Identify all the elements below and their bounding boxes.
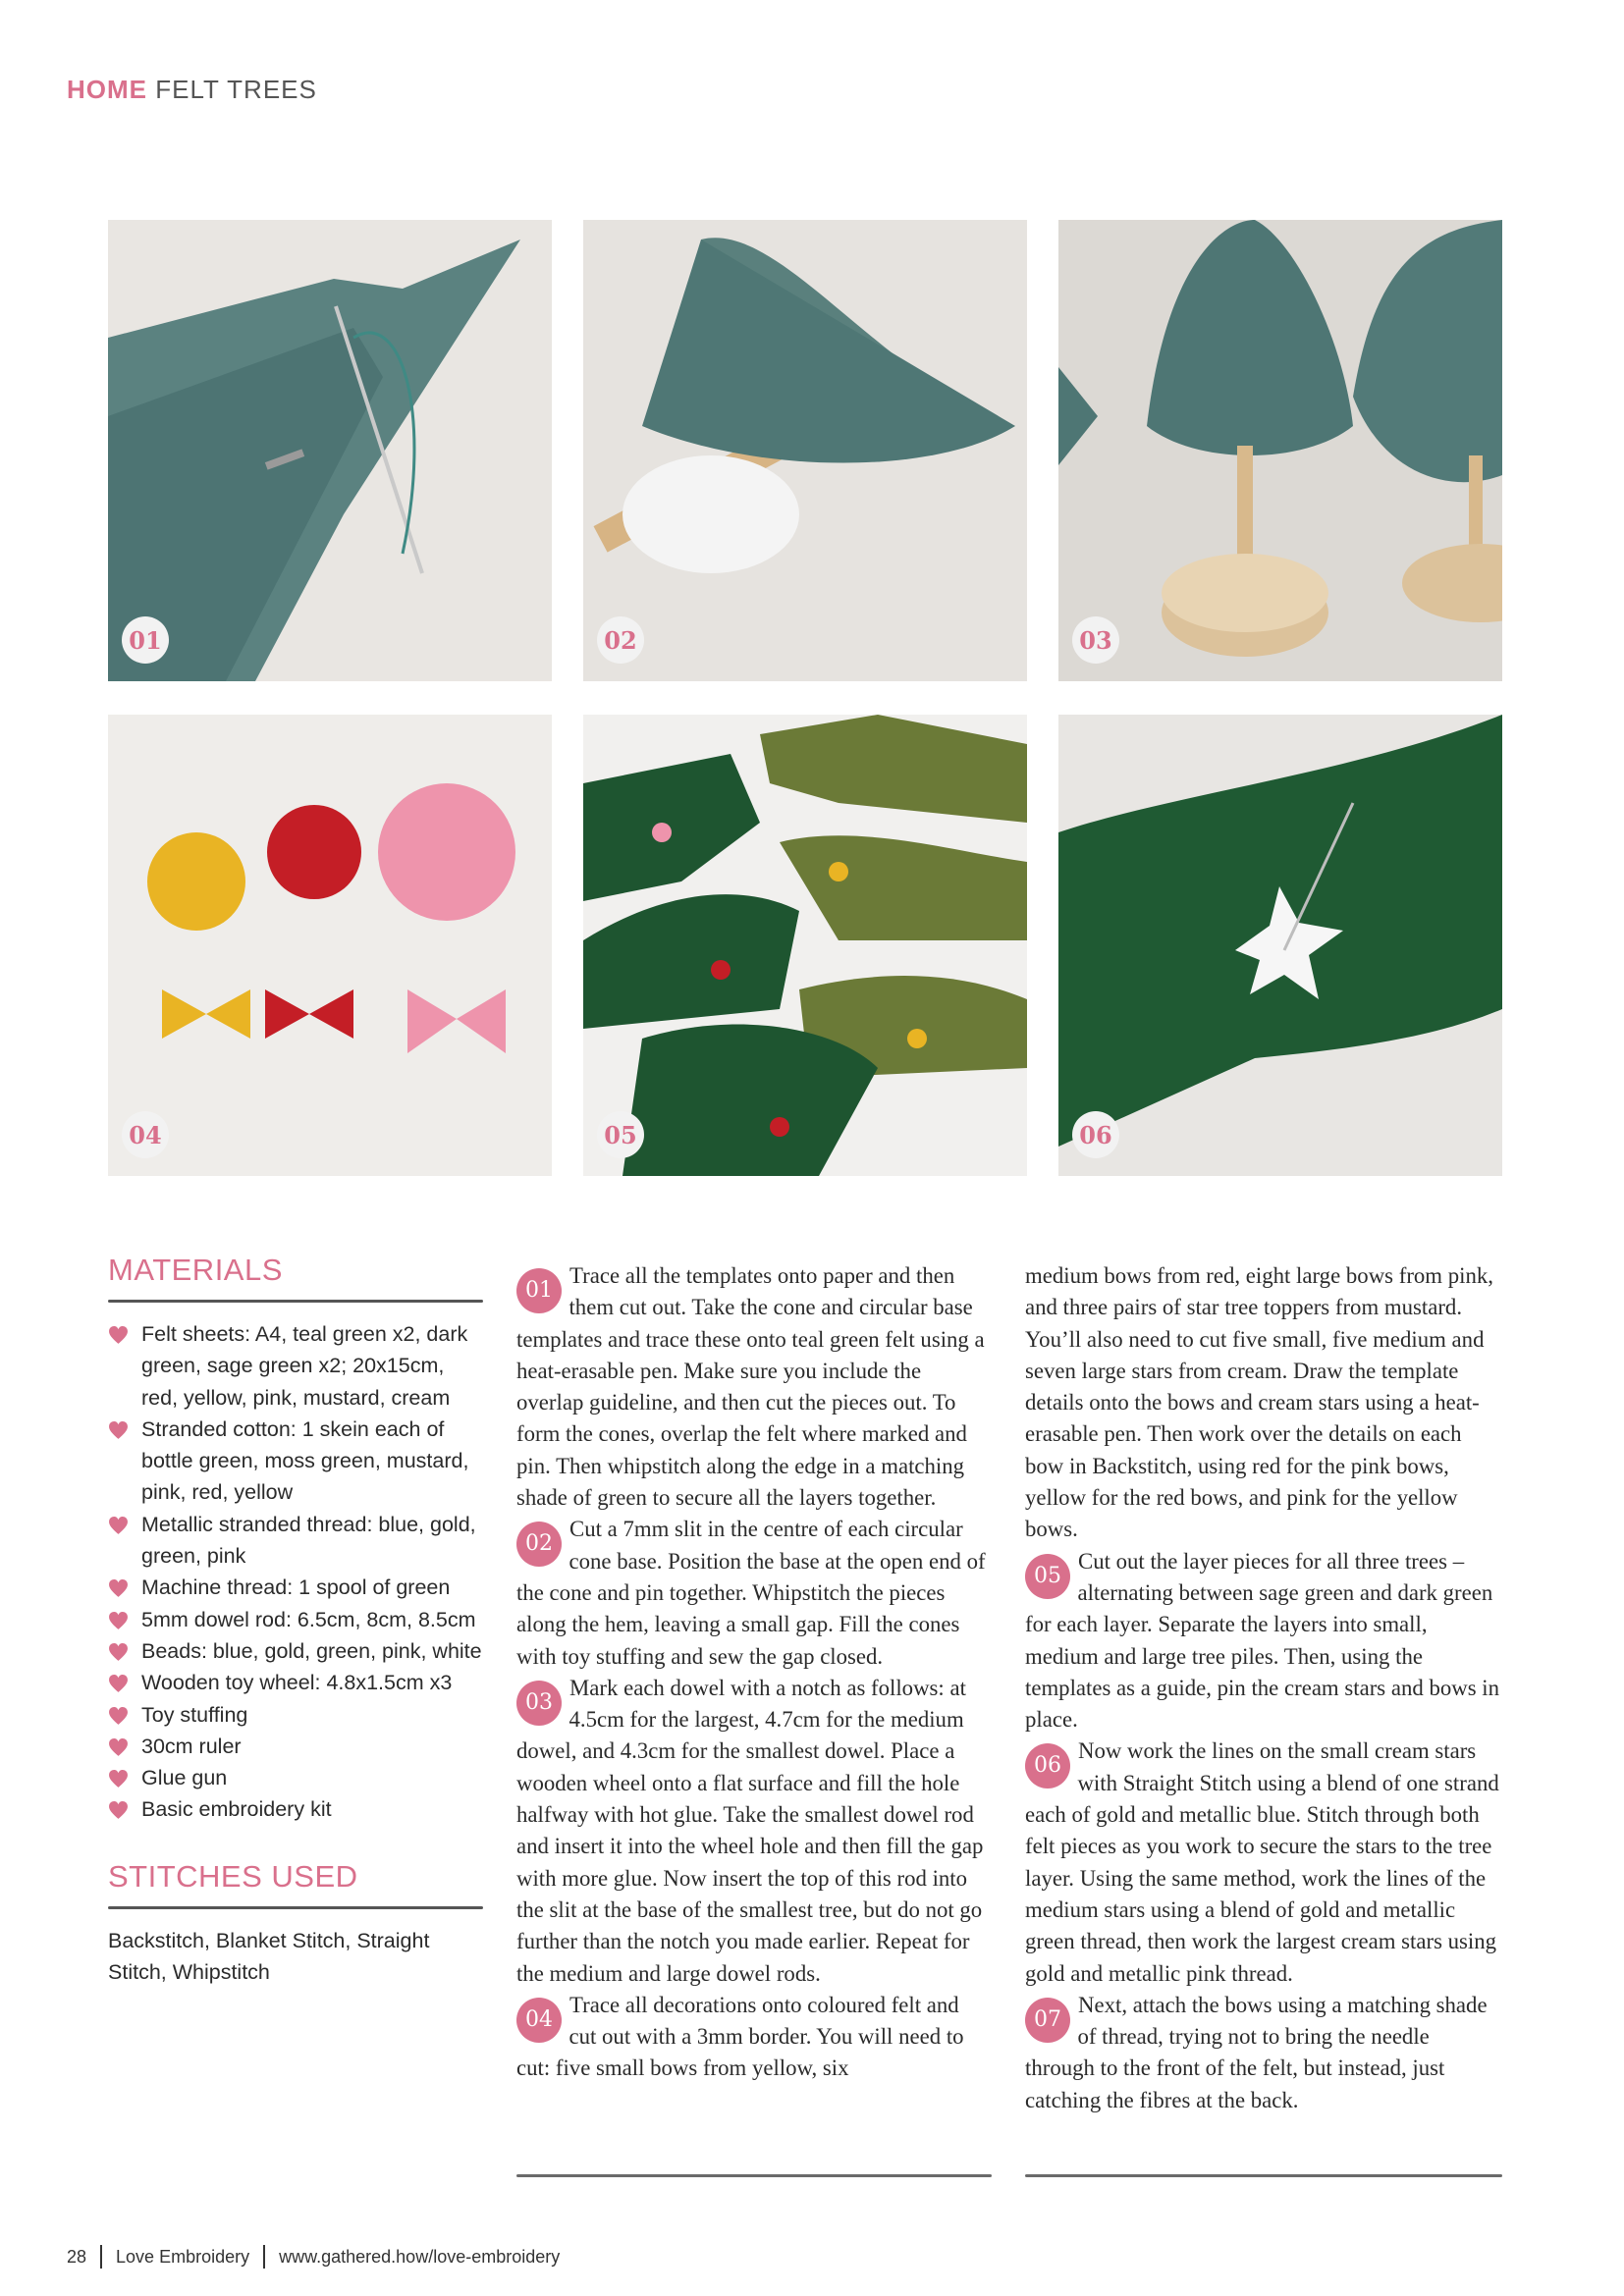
felt-cone-sewing-image xyxy=(108,220,552,681)
heart-bullet-icon xyxy=(108,1611,129,1631)
step-number-badge: 02 xyxy=(516,1522,562,1567)
stitches-text: Backstitch, Blanket Stitch, Straight Stitch, Whipstitch xyxy=(108,1928,430,1985)
step-paragraph xyxy=(516,1260,992,1514)
heart-bullet-icon xyxy=(108,1325,129,1346)
step-photo-04 xyxy=(108,715,552,1176)
instructions-column-2 xyxy=(1025,1260,1500,2116)
step-photo-05 xyxy=(583,715,1027,1176)
material-text: Felt sheets: A4, teal green x2, dark green, sage green x2; 20x15cm, red, yellow, pink, mustard, cream xyxy=(141,1322,468,1410)
step-text: Trace all decorations onto coloured felt and cut out with a 3mm border. You will need to cut: five small bows from yellow, six xyxy=(516,1992,964,2081)
star-stitching-image xyxy=(1058,715,1502,1176)
photo-step-number: 06 xyxy=(1072,1111,1119,1158)
photo-step-number: 05 xyxy=(597,1111,644,1158)
material-text: Glue gun xyxy=(141,1766,228,1790)
section-label: HOME xyxy=(67,75,147,104)
step-paragraph xyxy=(516,1990,992,2085)
heart-bullet-icon xyxy=(108,1642,129,1663)
step-photo-03 xyxy=(1058,220,1502,681)
photo-step-number: 04 xyxy=(122,1111,169,1158)
material-text: Toy stuffing xyxy=(141,1702,248,1727)
heart-bullet-icon xyxy=(108,1578,129,1599)
step-paragraph xyxy=(1025,1735,1500,1989)
page-number: 28 xyxy=(67,2246,87,2267)
heart-bullet-icon xyxy=(108,1420,129,1441)
step-text: Now work the lines on the small cream stars with Straight Stitch using a blend of one strand each of gold and metallic blue. Stitch through both felt pieces as you work to secure the stars to the tree layer. Using the same method, work the lines of the medium stars using a blend of gold and metallic green thread, then work the largest cream stars using gold and metallic pink thread. xyxy=(1025,1738,1499,1986)
materials-panel xyxy=(108,1253,483,1988)
material-item xyxy=(108,1731,483,1762)
step-number-badge: 05 xyxy=(1025,1554,1070,1599)
material-item xyxy=(108,1667,483,1698)
material-text: 30cm ruler xyxy=(141,1734,242,1758)
material-item xyxy=(108,1509,483,1573)
heart-bullet-icon xyxy=(108,1706,129,1727)
step-text: Cut out the layer pieces for all three trees – alternating between sage green and dark green for each layer. Separate the layers into small, medium and large tree piles. Then, using the templates as a guide, pin the cream stars and bows in place. xyxy=(1025,1548,1500,1733)
material-text: 5mm dowel rod: 6.5cm, 8cm, 8.5cm xyxy=(141,1607,476,1631)
material-text: Basic embroidery kit xyxy=(141,1797,332,1822)
heart-bullet-icon xyxy=(108,1769,129,1789)
material-item xyxy=(108,1572,483,1603)
step-paragraph xyxy=(1025,1990,1500,2116)
material-item xyxy=(108,1604,483,1635)
step-text: Cut a 7mm slit in the centre of each circular cone base. Position the base at the open end of the cone and pin together. Whipstitch the pieces along the hem, leaving a small gap. Fill the cones with toy stuffing and sew the gap closed. xyxy=(516,1517,986,1669)
step-photo-01 xyxy=(108,220,552,681)
material-item xyxy=(108,1762,483,1793)
step-paragraph xyxy=(516,1514,992,1672)
page-footer xyxy=(67,2245,560,2269)
step-number-badge: 06 xyxy=(1025,1743,1070,1789)
step-text: Trace all the templates onto paper and then them cut out. Take the cone and circular base templates and trace these onto teal green felt using a heat-erasable pen. Make sure you include the overlap guideline, and then cut the pieces out. To form the cones, overlap the felt where marked and pin. Then whipstitch along the edge in a matching shade of green to secure all the layers together. xyxy=(516,1263,985,1511)
heart-bullet-icon xyxy=(108,1737,129,1758)
magazine-name: Love Embroidery xyxy=(116,2246,250,2267)
divider xyxy=(100,2245,102,2269)
divider xyxy=(108,1300,483,1303)
step-paragraph xyxy=(1025,1546,1500,1736)
tree-layers-image xyxy=(583,715,1027,1176)
heart-bullet-icon xyxy=(108,1800,129,1821)
step-number-badge: 01 xyxy=(516,1268,562,1313)
material-item xyxy=(108,1318,483,1414)
step-text: Next, attach the bows using a matching shade of thread, trying not to bring the needle through to the front of the felt, but instead, just catching the fibres at the back. xyxy=(1025,1992,1488,2112)
step-continuation: medium bows from red, eight large bows from pink, and three pairs of star tree toppers from mustard. You’ll also need to cut five small, five medium and seven large stars from cream. Draw the template details onto the bows and cream stars using a heat-erasable pen. Then work over the details on each bow in Backstitch, using red for the pink bows, yellow for the red bows, and pink for the yellow bows. xyxy=(1025,1263,1493,1542)
step-photo-06 xyxy=(1058,715,1502,1176)
material-text: Wooden toy wheel: 4.8x1.5cm x3 xyxy=(141,1671,453,1695)
stitches-heading: STITCHES USED xyxy=(108,1858,358,1894)
step-number-badge: 07 xyxy=(1025,1998,1070,2043)
material-item xyxy=(108,1414,483,1509)
running-header xyxy=(67,75,317,105)
step-number-badge: 04 xyxy=(516,1998,562,2043)
material-text: Beads: blue, gold, green, pink, white xyxy=(141,1638,482,1663)
topic-label: FELT TREES xyxy=(155,75,317,104)
felt-bows-image xyxy=(108,715,552,1176)
heart-bullet-icon xyxy=(108,1674,129,1694)
column-end-rule xyxy=(516,2174,992,2177)
material-item xyxy=(108,1699,483,1731)
step-text: Mark each dowel with a notch as follows: at 4.5cm for the largest, 4.7cm for the medium dowel, and 4.3cm for the smallest dowel. Place a wooden wheel onto a flat surface and fill the hole halfway with hot glue. Take the smallest dowel rod and insert it into the wheel hole and then fill the gap with more glue. Now insert the top of this rod into the slit at the base of the smallest tree, but do not go further than the notch you made earlier. Repeat for the medium and large dowel rods. xyxy=(516,1675,984,1986)
materials-list xyxy=(108,1318,483,1826)
photo-step-number: 01 xyxy=(122,616,169,664)
trees-on-wheels-image xyxy=(1058,220,1502,681)
material-item xyxy=(108,1635,483,1667)
column-end-rule xyxy=(1025,2174,1502,2177)
material-text: Metallic stranded thread: blue, gold, green, pink xyxy=(141,1512,476,1569)
photo-step-number: 03 xyxy=(1072,616,1119,664)
website-link[interactable]: www.gathered.how/love-embroidery xyxy=(279,2246,561,2267)
materials-heading: MATERIALS xyxy=(108,1253,283,1287)
step-photo-02 xyxy=(583,220,1027,681)
divider xyxy=(108,1906,483,1909)
material-item xyxy=(108,1793,483,1825)
divider xyxy=(263,2245,265,2269)
cone-on-dowel-image xyxy=(583,220,1027,681)
heart-bullet-icon xyxy=(108,1516,129,1536)
material-text: Stranded cotton: 1 skein each of bottle green, moss green, mustard, pink, red, yellow xyxy=(141,1416,469,1505)
step-paragraph xyxy=(516,1673,992,1990)
instructions-column-1 xyxy=(516,1260,992,2085)
material-text: Machine thread: 1 spool of green xyxy=(141,1575,451,1600)
step-number-badge: 03 xyxy=(516,1681,562,1726)
photo-step-number: 02 xyxy=(597,616,644,664)
